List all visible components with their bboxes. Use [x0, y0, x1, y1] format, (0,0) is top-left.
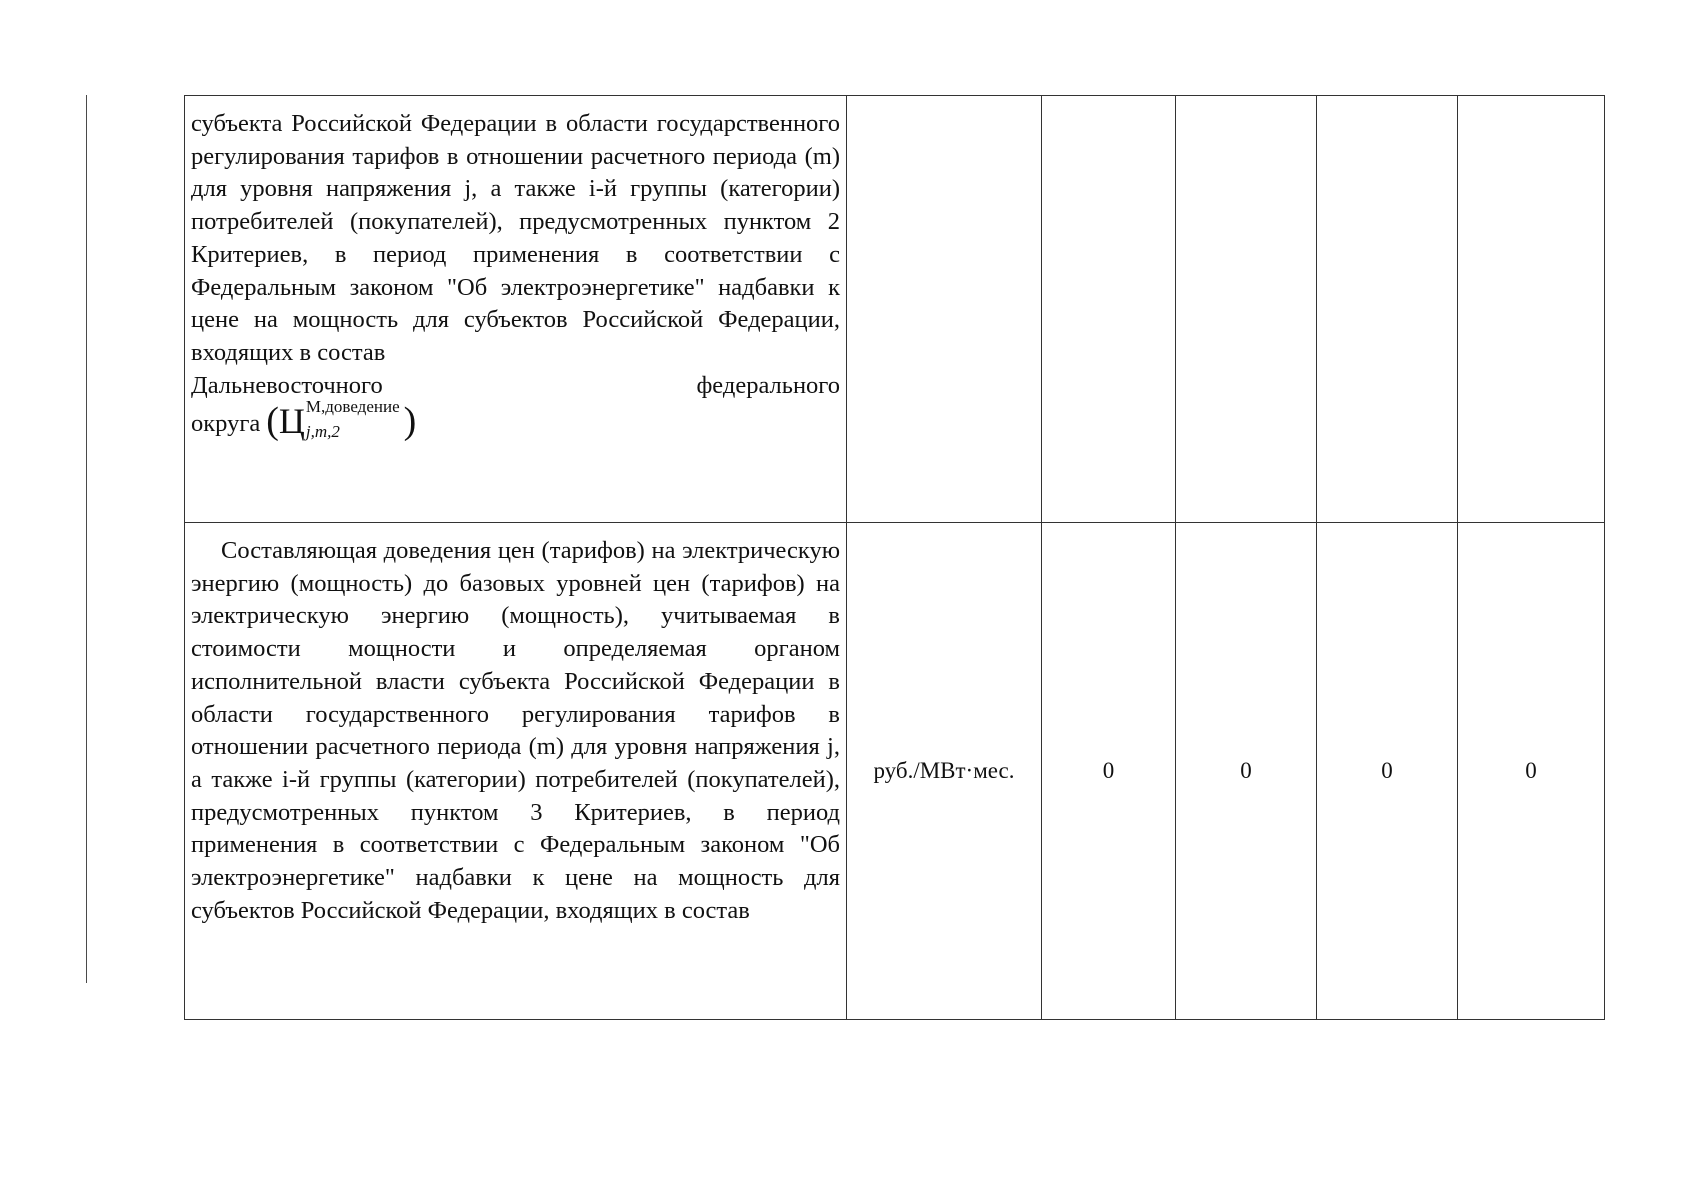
description-text: субъекта Российской Федерации в области государственного регулирования тарифов в отношении расчетного периода (m) для уровня напряжения j, а также i-й группы (категории) потребителей (покупателей), предусмотренных пунктом 2 Критериев, в период применения в соответствии с Федеральным законом "Об электроэнергетике" надбавки к цене на мощность для субъектов Российской Федерации, входящих в состав	[191, 110, 840, 366]
formula-subscript: j,m,2	[305, 422, 340, 442]
tariff-table	[184, 95, 1605, 1020]
unit-text: руб./МВт·мес.	[873, 758, 1015, 783]
formula-open-paren: (	[266, 400, 279, 443]
spread-word-right: федерального	[696, 371, 840, 399]
value-cell	[1176, 523, 1317, 1020]
table-row	[185, 523, 1605, 1020]
description-text: Составляющая доведения цен (тарифов) на электрическую энергию (мощность) до базовых уровней цен (тарифов) на электрическую энергию (мощность), учитываемая в стоимости мощности и определяемая органом исполнительной власти субъекта Российской Федерации в области государственного регулирования тарифов в отношении расчетного периода (m) для уровня напряжения j, а также i-й группы (категории) потребителей (покупателей), предусмотренных пунктом 3 Критериев, в период применения в соответствии с Федеральным законом "Об электроэнергетике" надбавки к цене на мощность для субъектов Российской Федерации, входящих в состав	[191, 537, 840, 924]
value-text: 0	[1381, 758, 1393, 783]
formula-superscript: М,доведение	[305, 397, 400, 417]
value-cell-empty	[1458, 96, 1605, 523]
last-line-text: округа	[191, 409, 261, 437]
formula-close-paren: )	[403, 400, 417, 443]
unit-cell	[847, 523, 1042, 1020]
description-cell	[185, 523, 847, 1020]
value-cell	[1042, 523, 1176, 1020]
value-text: 0	[1525, 758, 1537, 783]
unit-cell-empty	[847, 96, 1042, 523]
description-spread-line	[191, 370, 840, 403]
value-cell	[1317, 523, 1458, 1020]
value-text: 0	[1102, 758, 1115, 783]
value-cell-empty	[1042, 96, 1176, 523]
description-last-line	[191, 397, 840, 443]
value-text: 0	[1240, 758, 1252, 783]
value-cell-empty	[1176, 96, 1317, 523]
price-formula	[266, 397, 417, 443]
value-cell	[1458, 523, 1605, 1020]
formula-symbol: Ц	[278, 401, 305, 442]
value-cell-empty	[1317, 96, 1458, 523]
table-row	[185, 96, 1605, 523]
formula-scripts	[305, 397, 400, 442]
description-cell	[185, 96, 847, 523]
spread-word-left: Дальневосточного	[191, 371, 383, 399]
left-margin-line	[86, 95, 87, 983]
